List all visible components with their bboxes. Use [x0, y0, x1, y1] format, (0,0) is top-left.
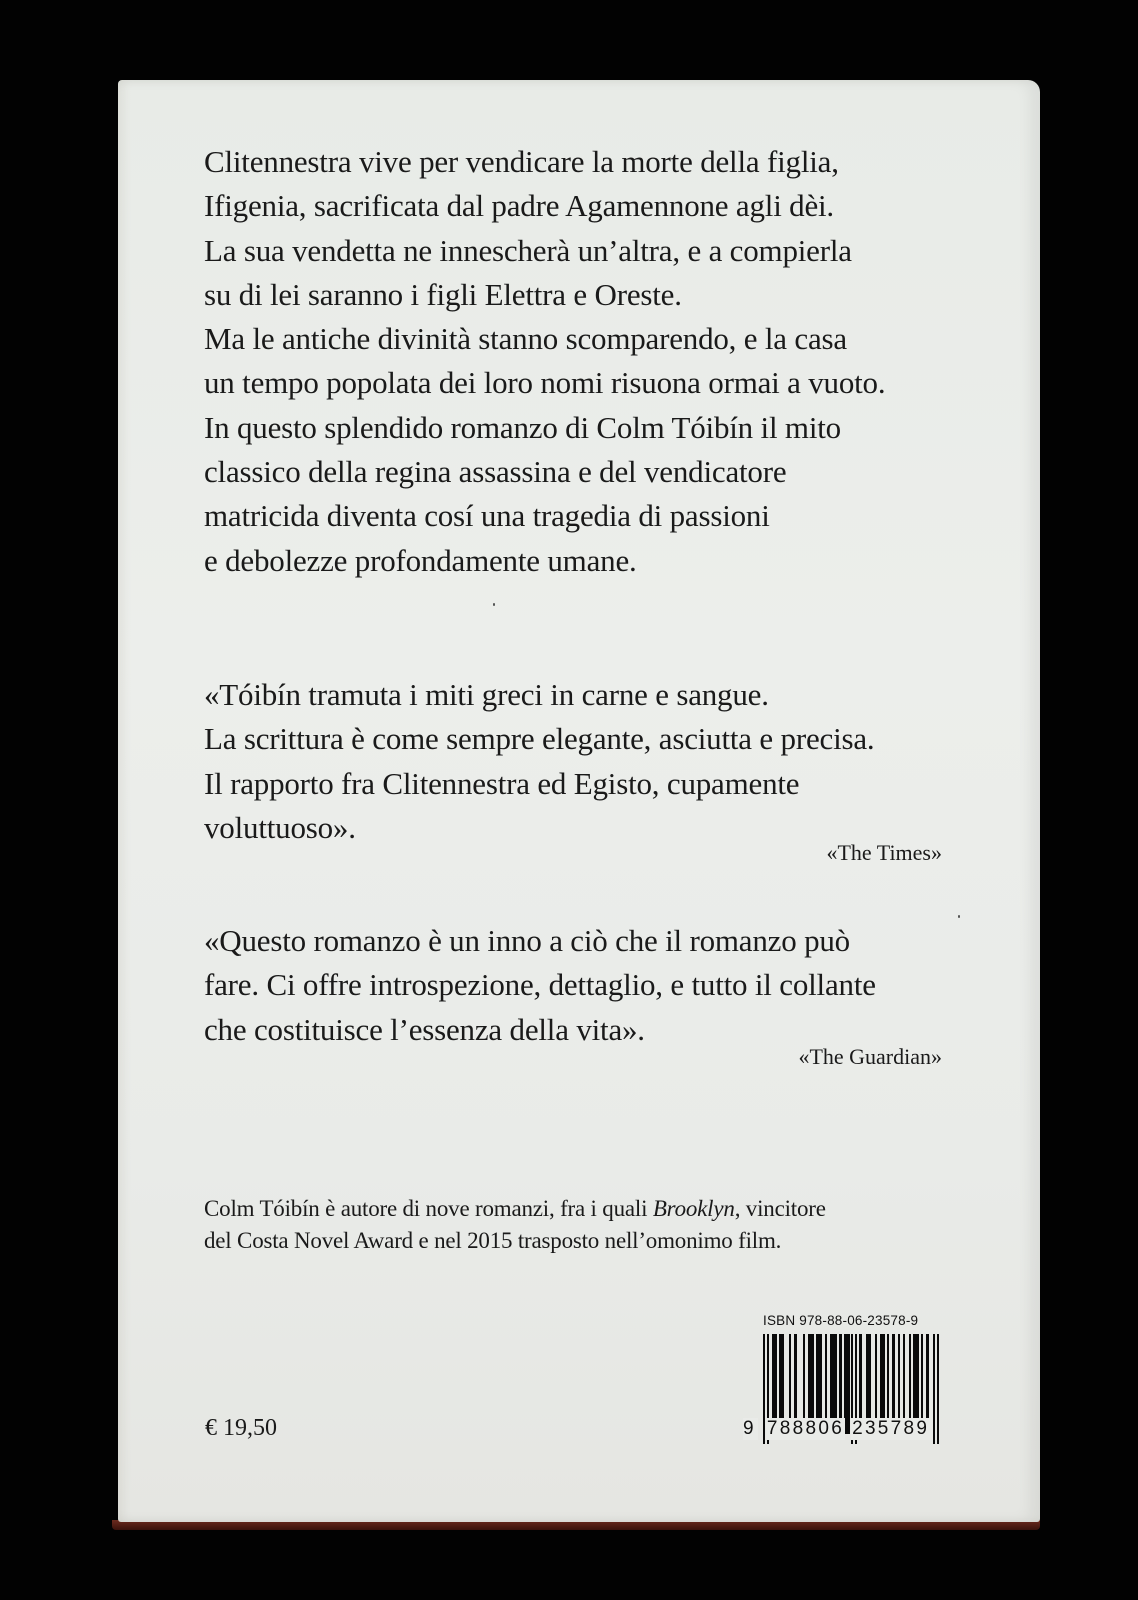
- review-quote-times: [204, 673, 954, 850]
- quote-line: «Tóibín tramuta i miti greci in carne e sangue.: [204, 677, 769, 712]
- author-bio: [204, 1193, 964, 1257]
- barcode-digits-right: 235789: [852, 1418, 930, 1439]
- blurb-line: classico della regina assassina e del vendicatore: [204, 454, 787, 490]
- isbn-label: ISBN 978-88-06-23578-9: [763, 1313, 919, 1328]
- review-quote-guardian: [204, 919, 954, 1052]
- blurb-line: Ma le antiche divinità stanno scomparendo, e la casa: [204, 321, 847, 357]
- paper-speck: [958, 915, 960, 918]
- blurb-line: In questo splendido romanzo di Colm Tóibín il mito: [204, 409, 841, 445]
- quote-line: Il rapporto fra Clitennestra ed Egisto, cupamente: [204, 765, 800, 801]
- quote-line: «Questo romanzo è un inno a ciò che il romanzo può: [204, 923, 850, 958]
- blurb-line: su di lei saranno i figli Elettra e Oreste.: [204, 276, 682, 312]
- blurb-line: un tempo popolata dei loro nomi risuona ormai a vuoto.: [204, 365, 886, 401]
- quote-source-guardian: «The Guardian»: [798, 1044, 942, 1069]
- bio-line-1: Colm Tóibín è autore di nove romanzi, fra i quali Brooklyn, vincitore: [204, 1196, 826, 1221]
- blurb-line: La sua vendetta ne innescherà un’altra, e a compierla: [204, 232, 852, 268]
- blurb-line: Ifigenia, sacrificata dal padre Agamennone agli dèi.: [204, 188, 834, 224]
- price-label: € 19,50: [205, 1415, 277, 1441]
- barcode-digit-first: 9: [743, 1418, 756, 1439]
- barcode-digits-left: 788806: [766, 1418, 845, 1439]
- barcode-digits: [743, 1418, 930, 1440]
- quote-line: fare. Ci offre introspezione, dettaglio, e tutto il collante: [204, 967, 876, 1003]
- synopsis-blurb: [204, 140, 964, 583]
- blurb-line: Clitennestra vive per vendicare la morte della figlia,: [204, 144, 839, 179]
- quote-source-times: «The Times»: [826, 840, 942, 865]
- quote-line: che costituisce l’essenza della vita».: [204, 1011, 645, 1047]
- blurb-line: matricida diventa cosí una tragedia di passioni: [204, 498, 770, 534]
- book-title-brooklyn: Brooklyn: [652, 1196, 735, 1221]
- blurb-line: e debolezze profondamente umane.: [204, 542, 637, 578]
- paper-speck: [493, 603, 495, 606]
- bio-line-2: del Costa Novel Award e nel 2015 trasposto nell’omonimo film.: [204, 1228, 782, 1253]
- quote-line: voluttuoso».: [204, 809, 356, 845]
- quote-line: La scrittura è come sempre elegante, asciutta e precisa.: [204, 721, 875, 757]
